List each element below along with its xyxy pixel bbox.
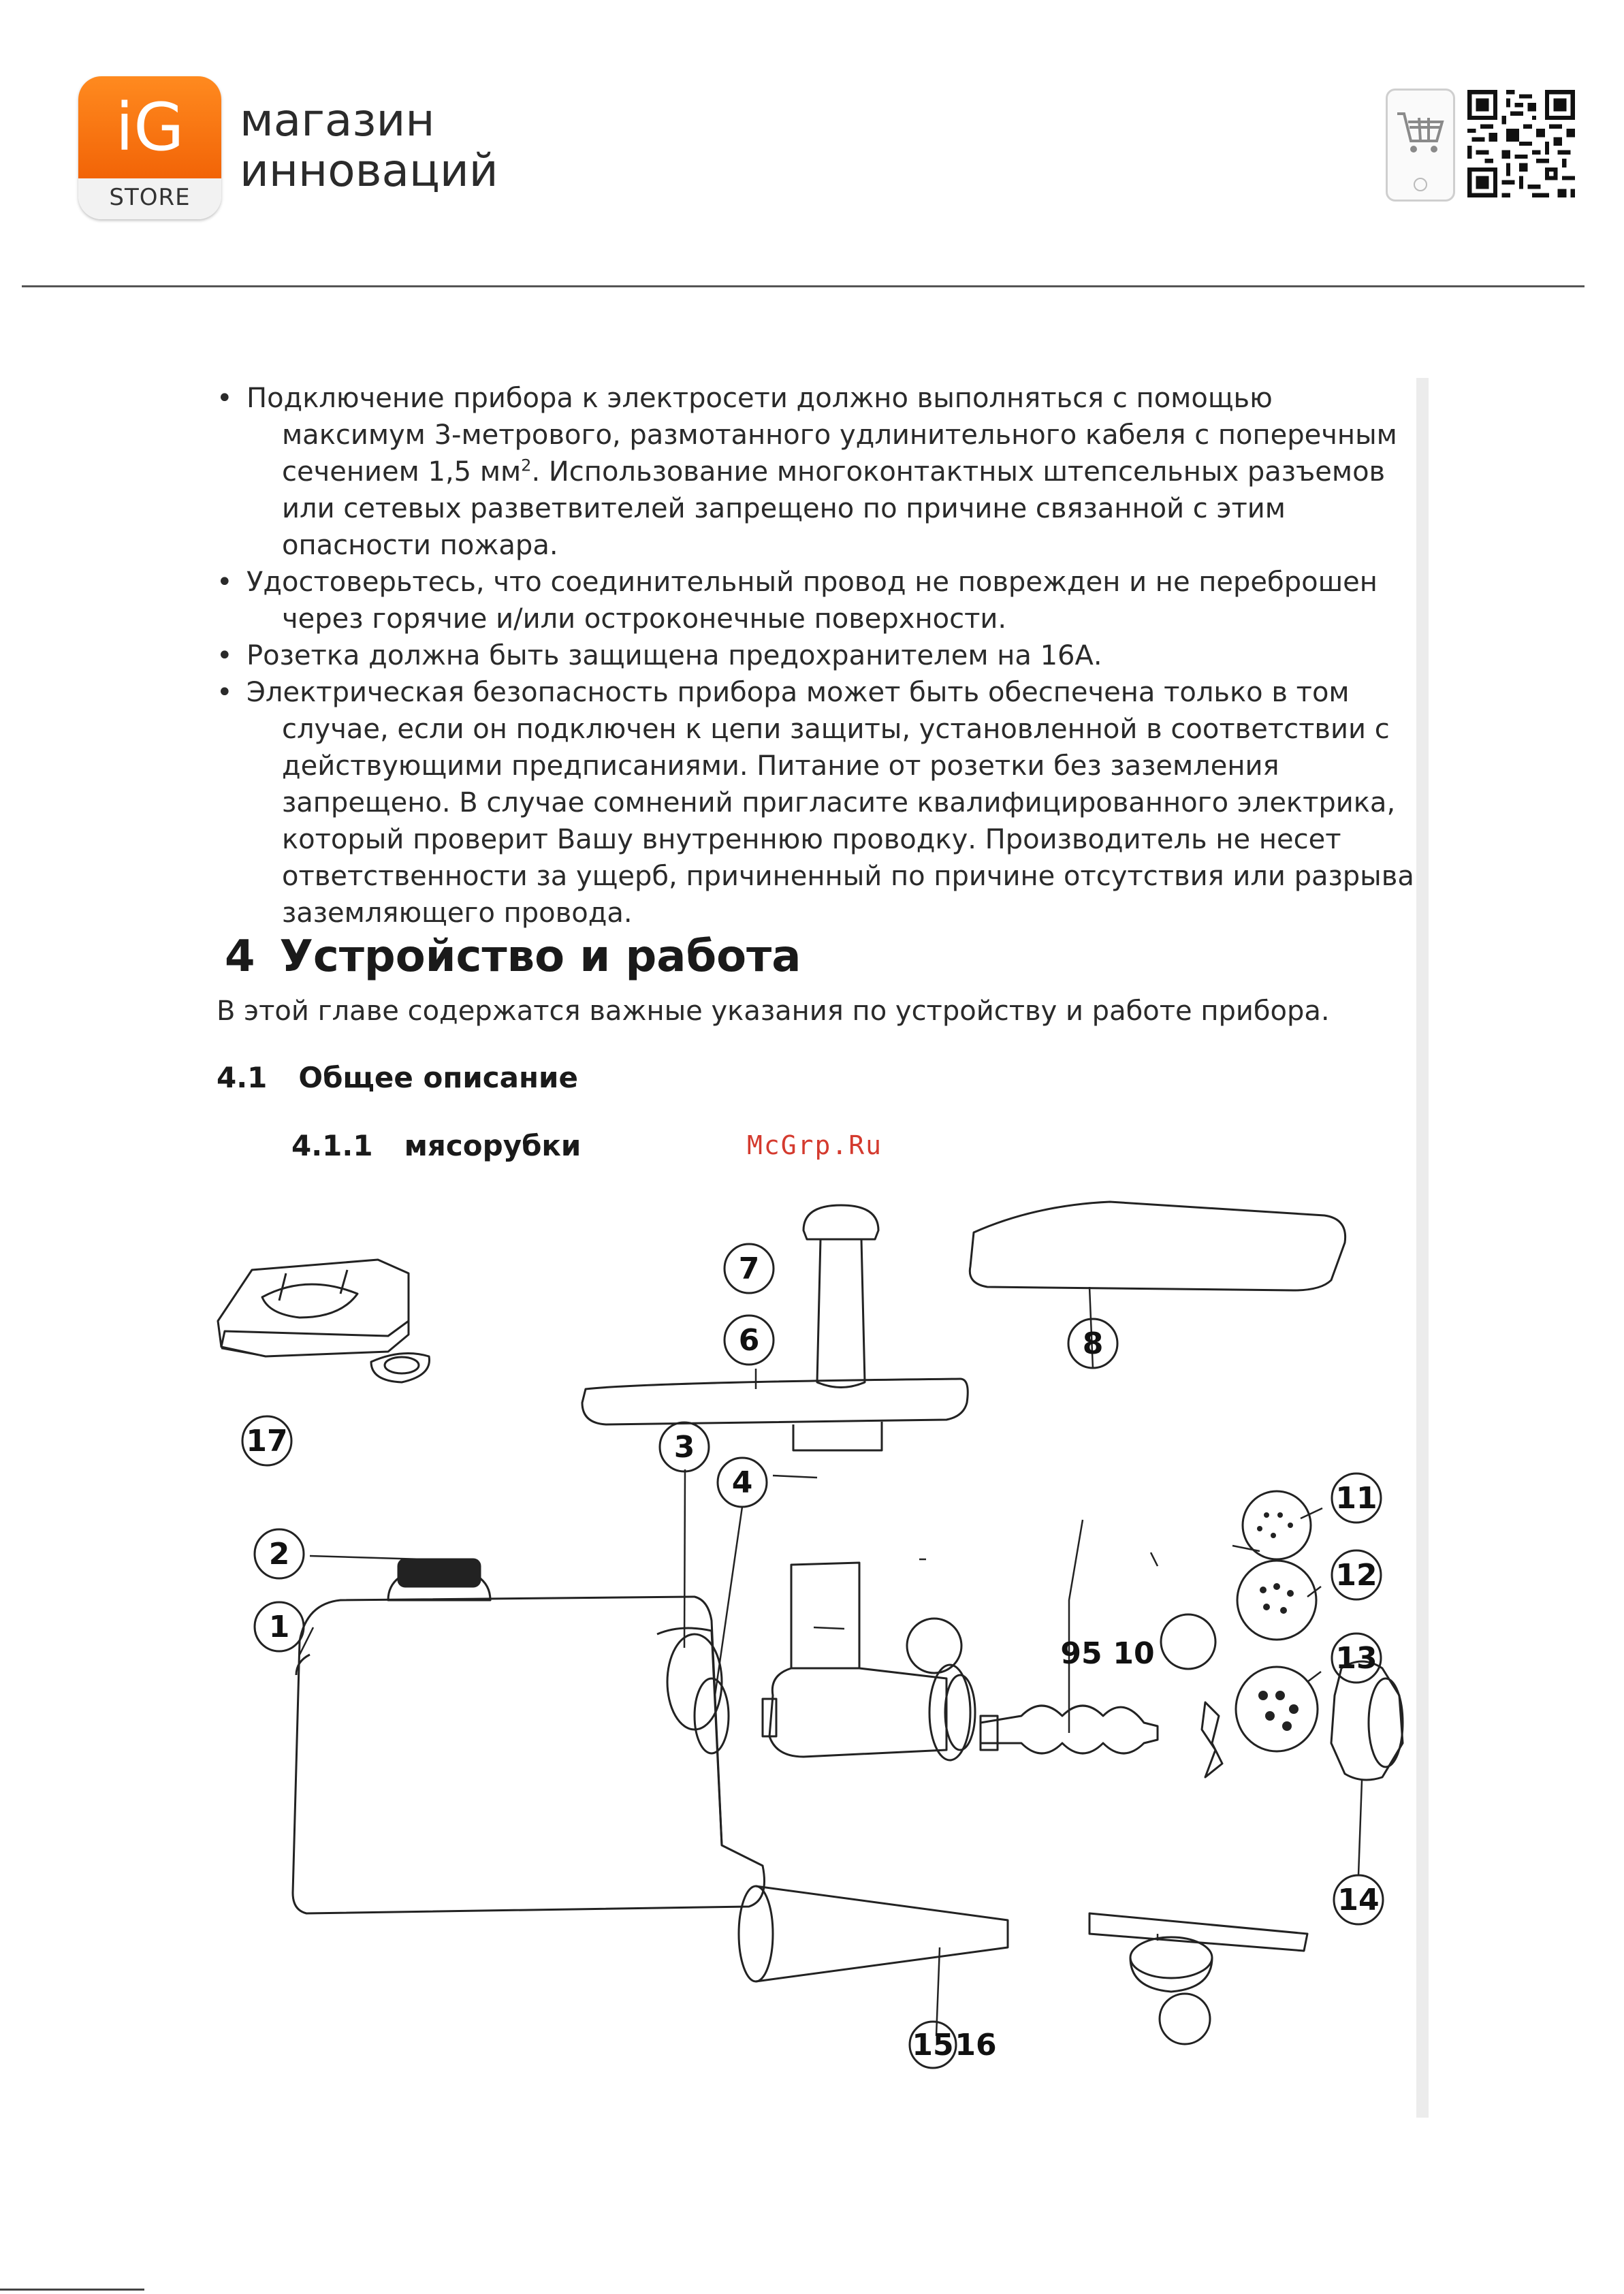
header-divider — [22, 285, 1585, 287]
blade-10 — [1202, 1702, 1222, 1777]
diagram-label: 16 — [955, 2028, 997, 2062]
accessory-tray-17 — [218, 1260, 430, 1382]
subsection-heading: 4.1 Общее описание — [217, 1061, 578, 1094]
logo-store-label: STORE — [78, 178, 221, 219]
safety-bullet-list — [217, 380, 1415, 931]
diagram-label: 6 — [738, 1323, 760, 1358]
section-intro: В этой главе содержатся важные указания по устройству и работе прибора. — [217, 995, 1330, 1027]
qr-code-icon[interactable] — [1467, 90, 1575, 197]
logo-mark: iG — [78, 76, 221, 178]
store-name-line2: инноваций — [240, 144, 498, 197]
diagram-label: 13 — [1335, 1641, 1378, 1676]
diagram-label: 95 — [1060, 1636, 1102, 1671]
plates-11-13 — [1236, 1491, 1318, 1751]
diagram-label: 8 — [1082, 1326, 1104, 1361]
bullet-item: • Электрическая безопасность прибора может быть обеспечена только в том случае, если он подключен к цепи защиты, установленной в соответствии с действующими предписаниями. Питание от розетки без заземления запрещено. В случае сомнений пригласите квалифицированного электрика, который проверит Вашу внутреннюю проводку. Производитель не несет ответственности за ущерб, причиненный по причине отсутствия или разрыва заземляющего провода. — [217, 674, 1415, 931]
section-heading: 4 Устройство и работа — [225, 931, 801, 982]
subsubsection-heading: 4.1.1 мясорубки — [291, 1129, 582, 1162]
bullet-item: • Удостоверьтесь, что соединительный провод не поврежден и не переброшен через горячие и/или остроконечные поверхности. — [217, 564, 1415, 637]
store-name — [240, 95, 498, 196]
bullet-item: • Подключение прибора к электросети должно выполняться с помощью максимум 3-метрового, размотанного удлинительного кабеля с поперечным сечением 1,5 $мм^2$. Использование многоконтактных штепсельных разъемов или сетевых разветвителей запрещено по причине связанной с этим опасности пожара. — [217, 380, 1415, 564]
kebbe-attachment — [1089, 1913, 1307, 1992]
diagram-label: 2 — [268, 1537, 290, 1572]
ig-store-logo[interactable] — [78, 76, 221, 219]
diagram-label: 4 — [731, 1465, 753, 1500]
diagram-label: 1 — [268, 1610, 290, 1644]
shop-app-button[interactable] — [1386, 89, 1455, 202]
sausage-nozzle-15-16 — [739, 1886, 1008, 1981]
watermark: McGrp.Ru — [747, 1130, 883, 1160]
diagram-label: 10 — [1113, 1636, 1155, 1671]
home-button-icon — [1414, 178, 1427, 191]
motor-body-1 — [293, 1559, 765, 1913]
page-side-strip — [1416, 378, 1429, 2118]
diagram-label: 12 — [1335, 1558, 1378, 1593]
footer-line — [0, 2289, 144, 2291]
diagram-label: 3 — [673, 1430, 695, 1465]
cover-8 — [970, 1202, 1345, 1290]
grinder-head — [763, 1563, 975, 1760]
diagram-label: 14 — [1337, 1883, 1380, 1917]
diagram-label: 11 — [1335, 1481, 1378, 1516]
diagram-label: 17 — [246, 1424, 288, 1459]
feed-tray-6 — [582, 1379, 968, 1450]
shopping-cart-icon — [1388, 91, 1453, 172]
bullet-item: • Розетка должна быть защищена предохранителем на 16А. — [217, 637, 1415, 674]
diagram-label: 7 — [738, 1252, 760, 1286]
diagram-label: 15 — [912, 2028, 954, 2062]
meat-grinder-diagram — [204, 1178, 1416, 2111]
store-name-line1: магазин — [240, 94, 435, 146]
pusher-7 — [803, 1205, 878, 1388]
